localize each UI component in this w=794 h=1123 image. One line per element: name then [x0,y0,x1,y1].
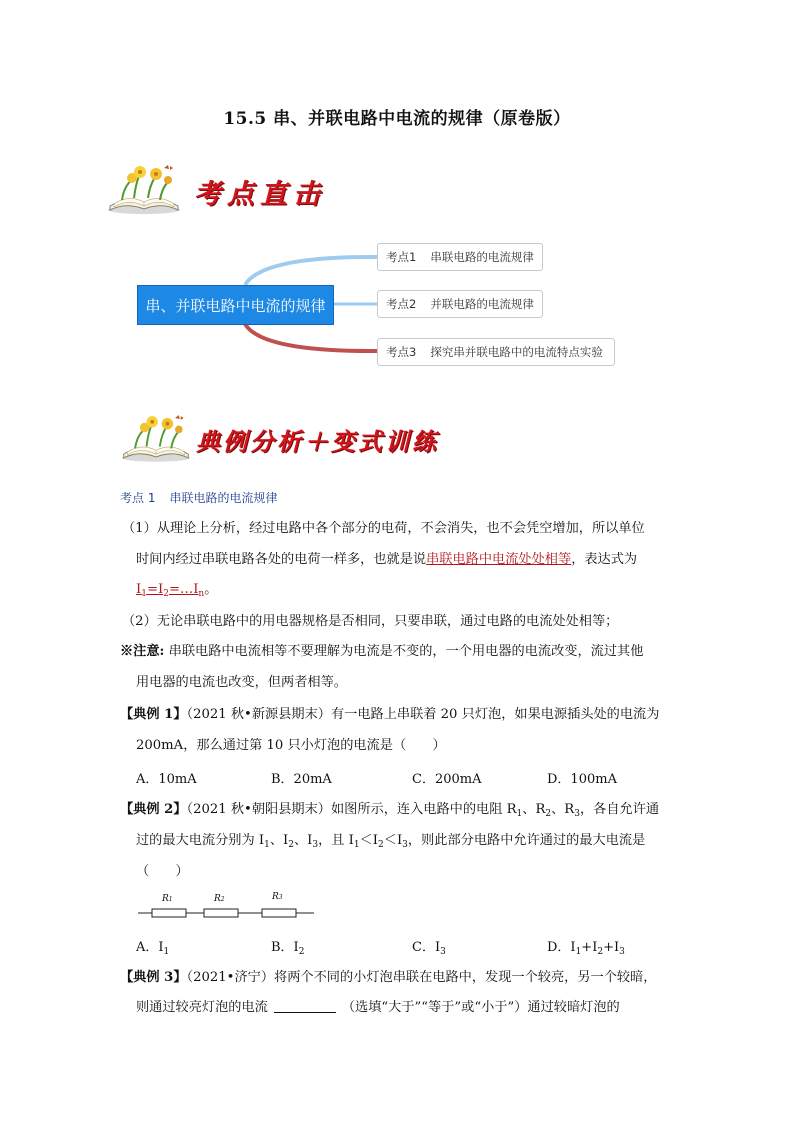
example-tag: 【典例 3】 [120,970,187,985]
option-a[interactable]: A．10mA [136,772,197,787]
resistor-r2 [204,909,238,917]
banner-kaodian [104,160,364,216]
node-label: 串联电路的电流规律 [430,250,534,264]
example2-line2: 过的最大电流分别为 $I_1$、$I_2$、$I_3$，且 $I_1<I_2<I_3$，则此部分电路中允许通过的最大电流是 [136,833,646,850]
section-label: 串联电路的电流规律 [169,491,278,505]
resistor-label-r3: R3 [272,892,283,902]
section-id: 考点 1 [120,491,156,505]
para1-line1: （1）从理论上分析，经过电路中各个部分的电荷，不会消失，也不会凭空增加，所以单位 [122,521,645,536]
note-line2: 用电器的电流也改变，但两者相等。 [136,675,347,690]
node-label: 并联电路的电流规律 [430,297,534,311]
mindmap-node-1 [377,243,543,271]
option-a[interactable]: A．$I_1$ [136,940,170,957]
branch-line-1 [245,257,378,285]
example3-line1 [120,968,656,988]
example-text: （选填“大于”“等于”或“小于”）通过较暗灯泡的 [341,1000,620,1015]
para1-line2 [136,550,637,570]
example-text: 则通过较亮灯泡的电流 [136,1000,268,1015]
option-c[interactable]: C．200mA [412,772,482,787]
example-text: （2021 秋•新源县期末）有一电路上串联着 20 只灯泡，如果电源插头处的电流为 [186,707,660,722]
mindmap-node-3 [377,338,615,366]
node-id: 考点3 [386,345,417,359]
para1-text: 时间内经过串联电路各处的电荷一样多，也就是说 [136,552,427,567]
banner-kaodian-text: 考点直击 [194,179,326,210]
resistor-r3 [262,909,296,917]
note-text: 串联电路中电流相等不要理解为电流是不变的，一个用电器的电流改变，流过其他 [164,644,644,659]
open-book-flower-icon [104,160,184,216]
example-tag: 【典例 2】 [120,802,187,817]
resistor-r1 [152,909,186,917]
option-b[interactable]: B．$I_2$ [271,940,305,957]
note-label: ※注意: [120,644,165,659]
example-tag: 【典例 1】 [120,707,187,722]
resistor-circuit-diagram [138,890,318,924]
formula-series-current [136,580,217,604]
mindmap-node-2 [377,290,543,318]
banner-dianli [118,410,478,464]
option-d[interactable]: D．$I_1+I_2+I_3$ [547,940,625,957]
formula-end: 。 [204,582,218,597]
branch-line-3 [245,324,378,351]
example2-line3: （ ） [136,864,189,879]
option-b[interactable]: B．20mA [271,772,332,787]
open-book-flower-icon [118,410,194,464]
option-d[interactable]: D．100mA [547,772,617,787]
note-line1 [120,642,643,662]
option-c[interactable]: C．$I_3$ [412,940,446,957]
answer-blank[interactable] [274,999,336,1013]
key-point-highlight: 串联电路中电流处处相等 [426,552,572,567]
example3-line2 [136,998,620,1018]
formula: $I_1=I_2=\dots I_n$ [136,582,205,599]
node-id: 考点2 [386,297,417,311]
para2: （2）无论串联电路中的用电器规格是否相同，只要串联，通过电路的电流处处相等； [122,614,619,629]
node-id: 考点1 [386,250,417,264]
example1-line1 [120,705,659,725]
example1-line2: 200mA，那么通过第 10 只小灯泡的电流是（ ） [136,738,446,753]
page-title: 15.5 串、并联电路中电流的规律（原卷版） [223,109,571,129]
banner-dianli-text: 典例分析＋变式训练 [196,427,439,456]
resistor-label-r2: R2 [214,894,225,904]
mindmap-root: 串、并联电路中电流的规律 [137,285,334,325]
para1-text: ，表达式为 [571,552,638,567]
section-heading-1 [120,489,277,506]
example2-line1: 【典例 2】（2021 秋•朝阳县期末）如图所示，连入电路中的电阻 $R_1$、$R_2$、$R_3$，各自允许通 [120,802,660,819]
example-text: （2021•济宁）将两个不同的小灯泡串联在电路中，发现一个较亮，另一个较暗， [186,970,657,985]
node-label: 探究串并联电路中的电流特点实验 [430,345,603,359]
resistor-label-r1: R1 [162,894,173,904]
